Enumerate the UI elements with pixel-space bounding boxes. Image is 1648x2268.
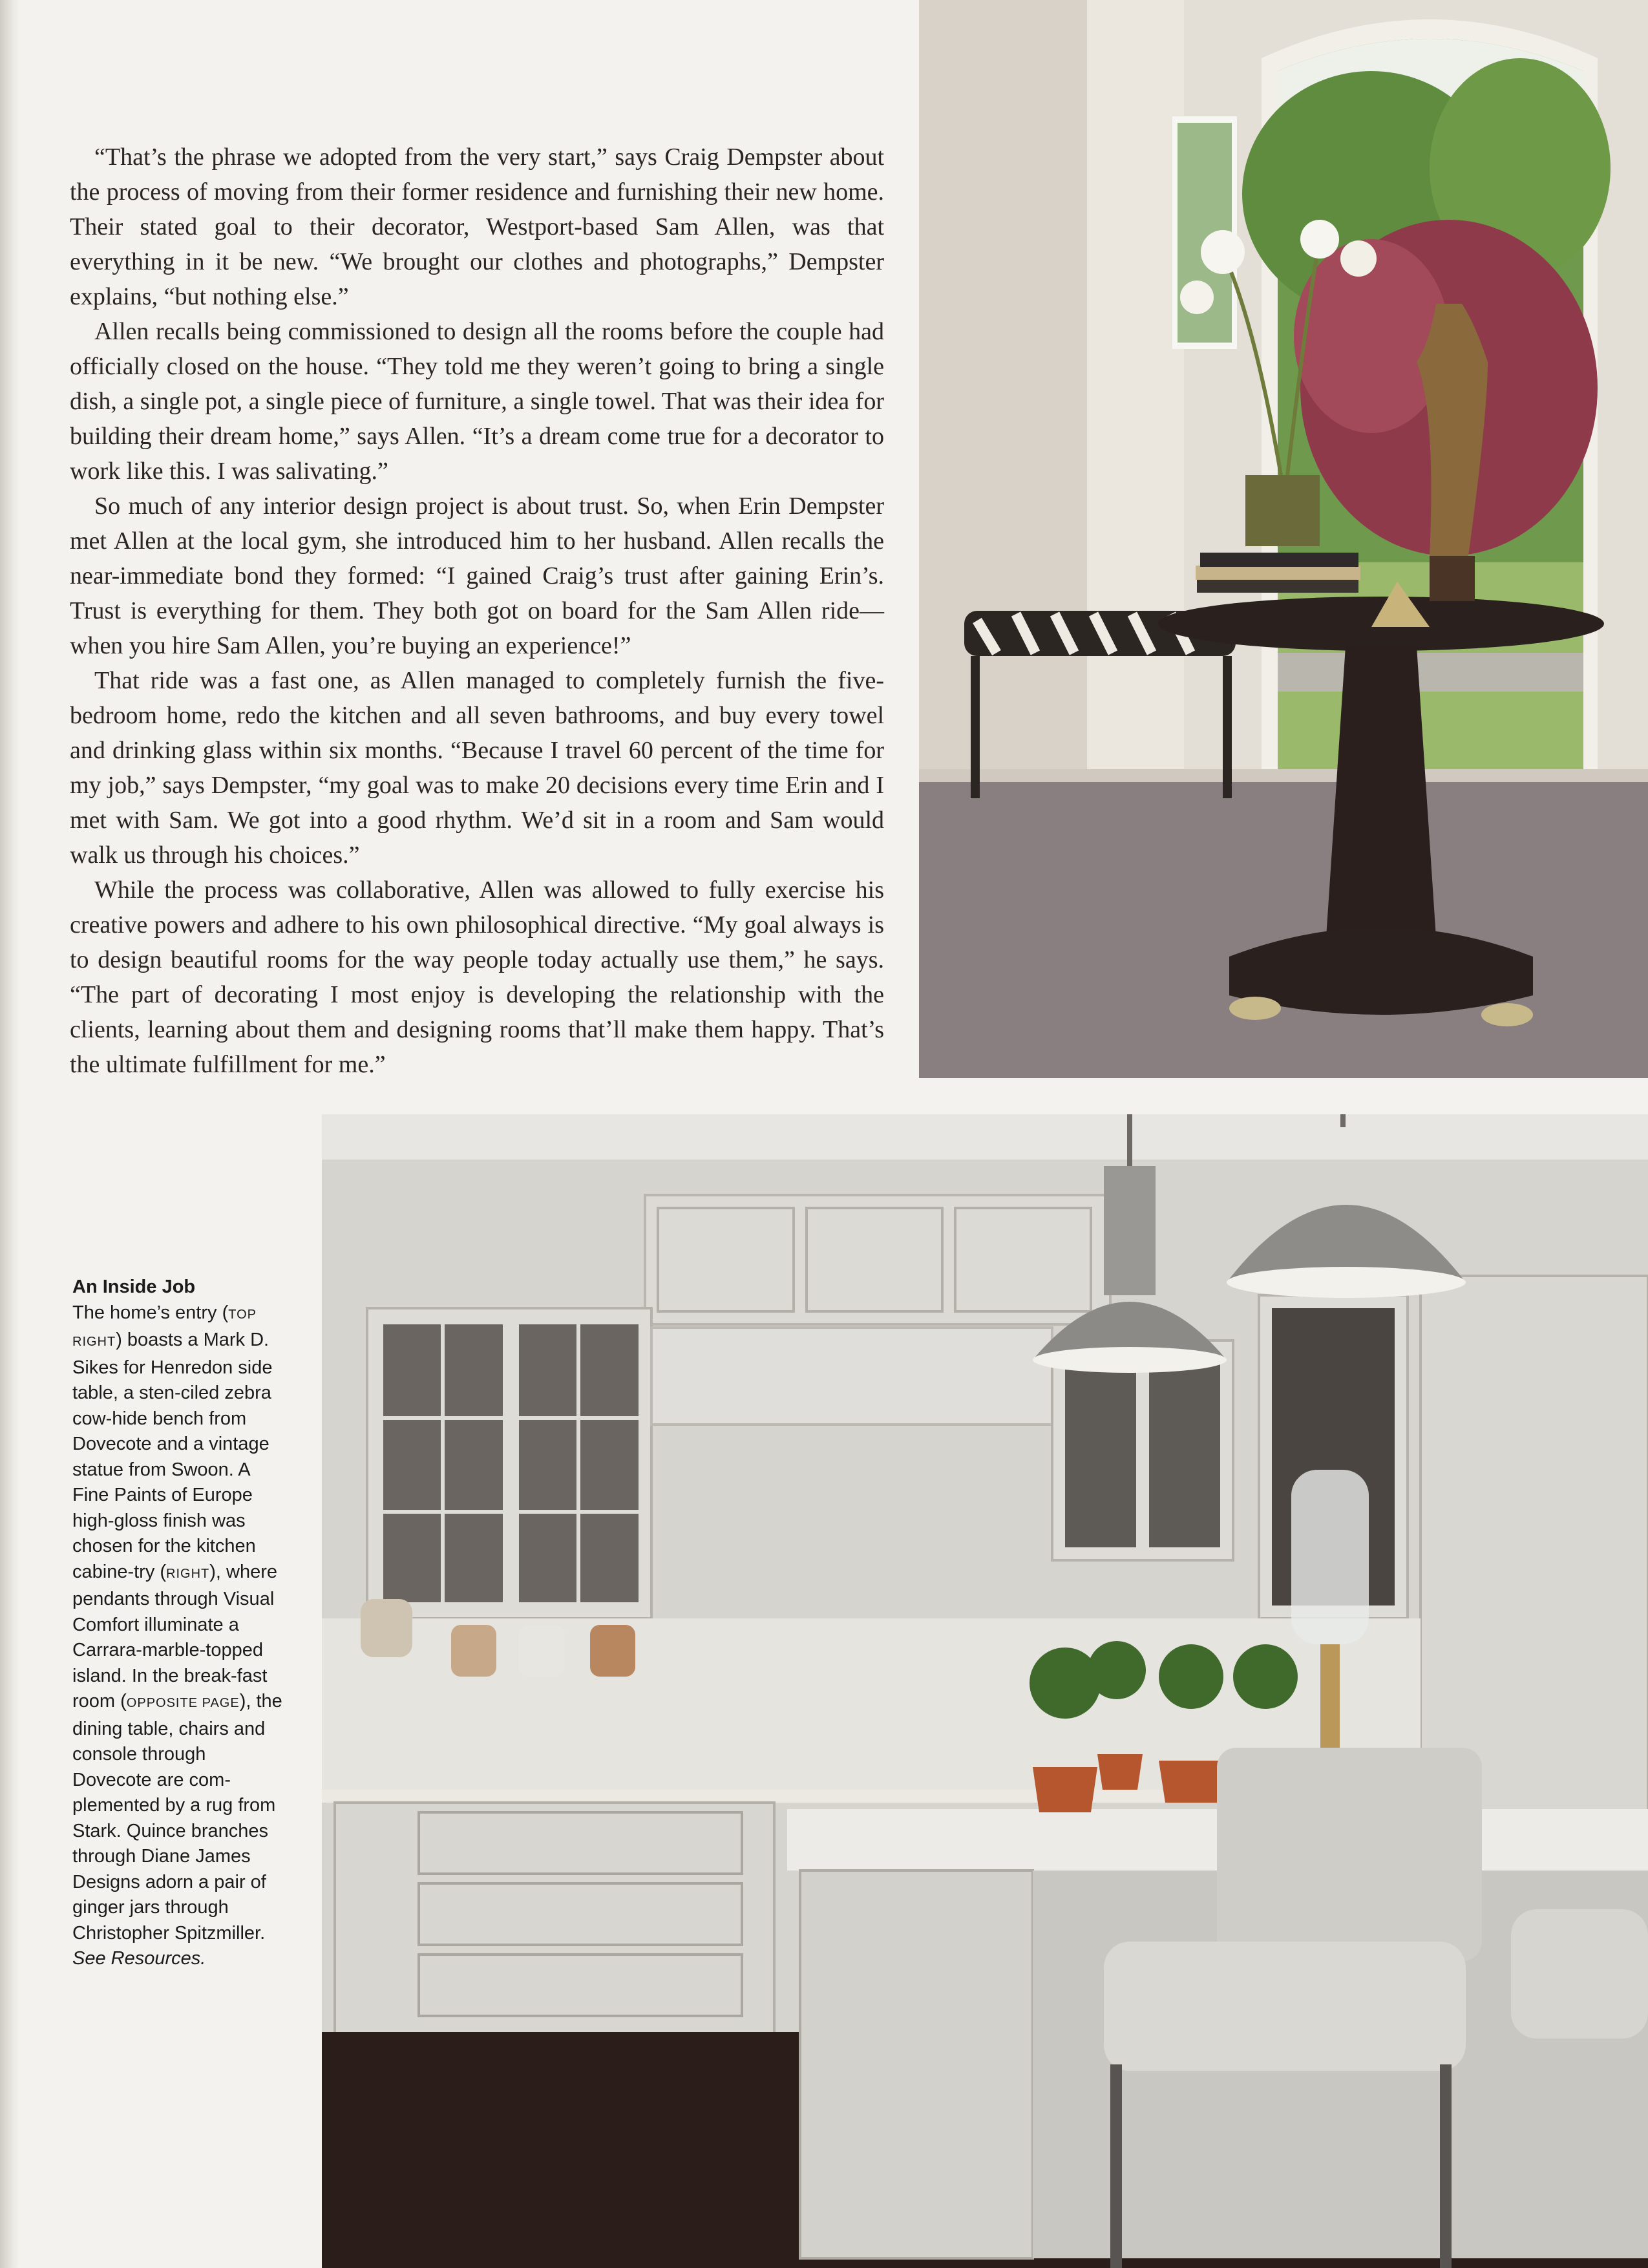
article-paragraph-2: Allen recalls being commissioned to design all the rooms before the couple had officially closed on the house. “They told me they weren’t going to bring a single dish, a single pot, a single piece of furniture, a single towel. That was their idea for building their dream home,” says Allen. “It’s a dream come true for a decorator to work like this. I was salivating.” [70,318,884,485]
caption-text-4: ), the dining table, chairs and console through Dovecote are com-plemented by a rug from Stark. Quince branches through Diane James Designs adorn a pair of ginger jars through Christopher Spitzmiller. [72,1691,282,1944]
article-body [70,140,884,1082]
kitchen-photo [322,1114,1648,2268]
caption-ref-opposite-page: OPPOSITE PAGE [126,1696,240,1710]
caption-title: An Inside Job [72,1277,196,1297]
entry-photo [919,0,1648,1078]
article-paragraph-5: While the process was collaborative, Allen was allowed to fully exercise his creative powers and adhere to his own philosophical directive. “My goal always is to design beautiful rooms for the way people today actually use them,” he says. “The part of decorating I most enjoy is developing the relationship with the clients, learning about them and designing rooms that’ll make them happy. That’s the ultimate fulfillment for me.” [70,876,884,1078]
article-paragraph-1: “That’s the phrase we adopted from the very start,” says Craig Dempster about the process of moving from their former residence and furnishing their new home. Their stated goal to their decorator, Westport-based Sam Allen, was that everything in it be new. “We brought our clothes and photographs,” Dempster explains, “but nothing else.” [70,143,884,310]
caption-see-resources: See Resources. [72,1948,206,1969]
page-spine-shadow [0,0,19,2268]
caption-ref-top-right: TOP RIGHT [72,1307,257,1349]
article-paragraph-3: So much of any interior design project is about trust. So, when Erin Dempster met Allen at the local gym, she introduced him to her husband. Allen recalls the near-immediate bond they formed: “I gained Craig’s trust after gaining Erin’s. Trust is everything for them. They both got on board for the Sam Allen ride—when you hire Sam Allen, you’re buying an experience!” [70,493,884,659]
photo-caption [72,1275,286,1972]
caption-text-1: The home’s entry ( [72,1302,229,1323]
caption-text-2: ) boasts a Mark D. Sikes for Henredon side table, a sten-ciled zebra cow-hide bench from Dovecote and a vintage statue from Swoon. A Fine Paints of Europe high-gloss finish was chosen for the kitchen cabine-try ( [72,1330,273,1582]
caption-text-3: ), where pendants through Visual Comfort illuminate a Carrara-marble-topped island. In the break-fast room ( [72,1561,278,1712]
article-paragraph-4: That ride was a fast one, as Allen managed to completely furnish the five-bedroom home, redo the kitchen and all seven bathrooms, and buy every towel and drinking glass within six months. “Because I travel 60 percent of the time for my job,” says Dempster, “my goal was to make 20 decisions every time Erin and I met with Sam. We got into a good rhythm. We’d sit in a room and Sam would walk us through his choices.” [70,667,884,869]
caption-ref-right: RIGHT [166,1566,210,1581]
